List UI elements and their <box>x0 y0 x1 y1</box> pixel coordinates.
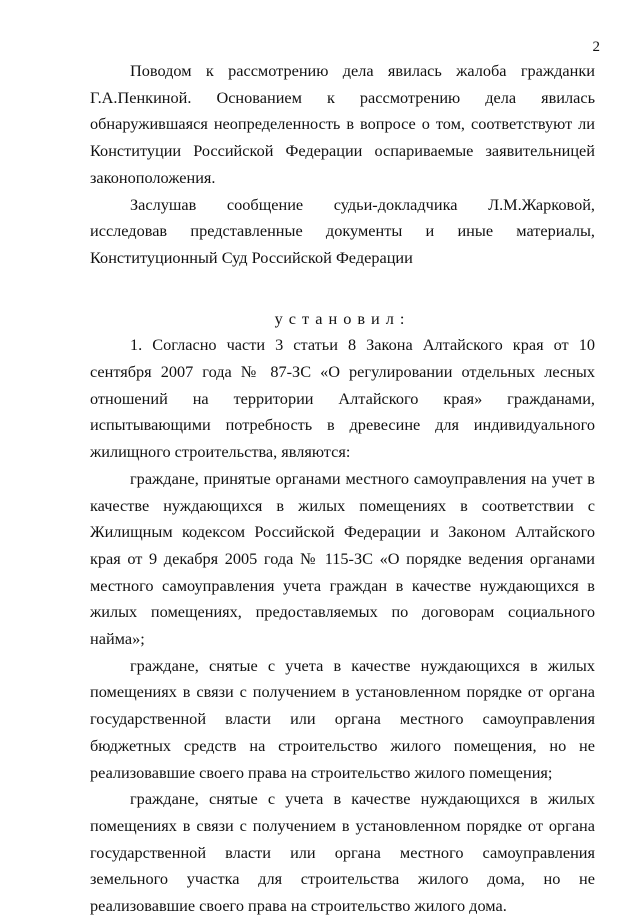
paragraph-grounds: Поводом к рассмотрению дела явилась жалоба гражданки Г.А.Пенкиной. Основанием к рассмотрению дела явилась обнаружившаяся неопределенность в вопросе о том, соответствуют ли Конституции Российской Федерации оспариваемые заявительницей законоположения. <box>90 61 595 187</box>
paragraph-citizens-registered: граждане, принятые органами местного самоуправления на учет в качестве нуждающихся в жилых помещениях в соответствии с Жилищным кодексом Российской Федерации и Законом Алтайского края от 9 декабря 2005 года № 115-ЗС «О порядке ведения органами местного самоуправления учета граждан в качестве нуждающихся в жилых помещениях, предоставляемых по договорам социального найма»; <box>90 468 595 649</box>
paragraph-citizens-land-plot: граждане, снятые с учета в качестве нуждающихся в жилых помещениях в связи с получением в установленном порядке от органа государственной власти или органа местного самоуправления земельного участка для строительства жилого дома, но не реализовавшие своего права на строительство жилого дома. <box>90 789 595 916</box>
page-number: 2 <box>592 39 600 55</box>
paragraph-clause-1: 1. Согласно части 3 статьи 8 Закона Алтайского края от 10 сентября 2007 года № 87-ЗС «О регулировании отдельных лесных отношений на территории Алтайского края» гражданами, испытывающими потребность в древесине для индивидуального жилищного строительства, являются: <box>90 335 595 462</box>
section-heading-established: установил: <box>274 308 411 328</box>
paragraph-citizens-budget-funds: граждане, снятые с учета в качестве нуждающихся в жилых помещениях в связи с получением в установленном порядке от органа государственной власти или органа местного самоуправления бюджетных средств на строительство жилого помещения, но не реализовавшие своего права на строительство жилого помещения; <box>90 655 595 782</box>
paragraph-hearing: Заслушав сообщение судьи-докладчика Л.М.Жарковой, исследовав представленные документы и иные материалы, Конституционный Суд Российской Федерации <box>90 194 595 267</box>
document-body <box>90 58 595 920</box>
